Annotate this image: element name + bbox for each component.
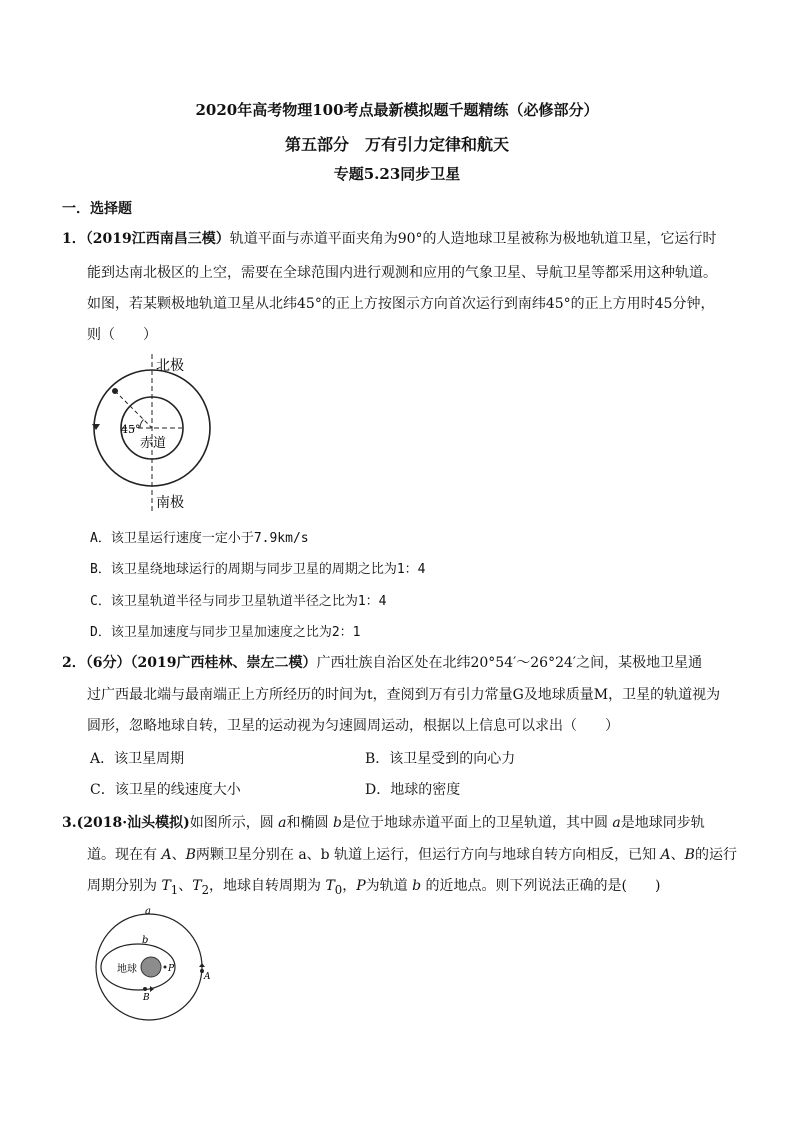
q3-line3 [87, 876, 660, 900]
q1-text-1: 轨道平面与赤道平面夹角为90°的人造地球卫星被称为极地轨道卫星，它运行时 [229, 231, 717, 247]
q3-text-1d: 是地球同步轨 [620, 815, 705, 831]
q3-t0: T [325, 878, 335, 894]
label-A: A [204, 972, 211, 982]
q3-text-1c: 是位于地球赤道平面上的卫星轨道，其中圆 [341, 815, 613, 831]
q2-option-d: D．地球的密度 [365, 782, 461, 798]
earth-label: 地球 [117, 964, 137, 975]
north-pole-label: 北极 [156, 358, 184, 374]
direction-arrow-icon [92, 424, 100, 430]
q1-option-c: C．该卫星轨道半径与同步卫星轨道半径之比为1：4 [90, 594, 387, 609]
q3-text-3a: 周期分别为 [87, 878, 162, 894]
label-B: B [143, 993, 150, 1003]
q3-source: (2018·汕头模拟) [76, 815, 190, 831]
label-b: b [142, 935, 149, 946]
q3-orbit-b-3: b [412, 878, 422, 894]
q1-option-a: A．该卫星运行速度一定小于7.9km/s [90, 531, 309, 546]
q1-option-b: B．该卫星绕地球运行的周期与同步卫星的周期之比为1：4 [90, 562, 426, 577]
q3-sep: 、 [171, 847, 186, 863]
q3-t1-sub: 1 [170, 882, 179, 897]
angle-arc [140, 420, 144, 429]
q2-number: 2． [62, 655, 86, 671]
q1-polar-orbit-figure [86, 352, 226, 520]
q1-line2: 能到达南北极区的上空，需要在全球范围内进行观测和应用的气象卫星、导航卫星等都采用这种轨道。 [87, 265, 717, 281]
q3-t1: T [161, 878, 171, 894]
perigee-dot [164, 966, 167, 969]
q3-text-2a: 道。现在有 [87, 847, 162, 863]
q3-sat-b-2: B [684, 847, 695, 863]
q3-text-1b: 和椭圆 [286, 815, 333, 831]
topic-title: 专题5.23同步卫星 [333, 165, 461, 183]
q3-text-2b: 两颗卫星分别在 a、b 轨道上运行，但运行方向与地球自转方向相反，已知 [195, 847, 661, 863]
q3-orbit-a: a [278, 815, 287, 831]
satellite-a-arrow-icon [199, 963, 205, 967]
part-title: 第五部分 万有引力定律和航天 [284, 135, 509, 154]
q1-line3: 如图，若某颗极地轨道卫星从北纬45°的正上方按图示方向首次运行到南纬45°的正上方用时45分钟， [87, 296, 715, 312]
q1-line1 [62, 229, 717, 249]
q3-orbit-b: b [332, 815, 342, 831]
satellite-b-arrow-icon [150, 986, 154, 992]
q1-option-d: D．该卫星加速度与同步卫星加速度之比为2：1 [90, 625, 361, 640]
q2-source: （6分）（2019广西桂林、崇左二模） [85, 655, 317, 671]
q3-sat-a: A [161, 847, 172, 863]
q2-option-b: B．该卫星受到的向心力 [365, 751, 516, 767]
q3-text-3d: 为轨道 [365, 878, 413, 894]
q2-text-1: 广西壮族自治区处在北纬20°54′～26°24′之间，某极地卫星通 [316, 655, 703, 671]
q3-text-3c: ， [342, 878, 357, 894]
angle-label: 45° [121, 423, 141, 436]
q3-number: 3. [62, 815, 77, 831]
q2-line1 [62, 653, 702, 673]
label-a: a [145, 906, 151, 917]
q1-number: 1． [62, 231, 86, 247]
q3-orbit-a-2: a [612, 815, 621, 831]
q3-text-1a: 如图所示，圆 [189, 815, 279, 831]
south-pole-label: 南极 [156, 495, 184, 511]
q3-t2-sub: 2 [201, 882, 209, 897]
q3-sep-2: 、 [670, 847, 685, 863]
label-p: P [168, 964, 175, 974]
q3-text-3b: ，地球自转周期为 [208, 878, 326, 894]
q2-option-a: A．该卫星周期 [90, 751, 185, 767]
section-heading: 一．选择题 [62, 201, 132, 217]
q2-option-c: C．该卫星的线速度大小 [90, 782, 241, 798]
q3-text-3f: 的近地点。则下列说法正确的是( ) [421, 878, 661, 894]
equator-label: 赤道 [140, 436, 167, 451]
q1-source: （2019江西南昌三模） [85, 231, 230, 247]
q3-point-p: P [356, 878, 366, 894]
q3-t0-sub: 0 [334, 882, 343, 897]
q3-line1 [62, 813, 705, 833]
q3-line2 [87, 845, 737, 865]
q1-line4: 则（ ） [87, 327, 157, 343]
q3-sat-b: B [185, 847, 196, 863]
satellite-dot [112, 388, 118, 394]
q3-sat-a-2: A [660, 847, 671, 863]
q2-line3: 圆形，忽略地球自转，卫星的运动视为匀速圆周运动，根据以上信息可以求出（ ） [87, 718, 619, 734]
q3-t2: T [192, 878, 202, 894]
q3-orbit-figure [92, 905, 222, 1029]
q3-comma: 、 [178, 878, 193, 894]
q2-line2: 过广西最北端与最南端正上方所经历的时间为t，查阅到万有引力常量G及地球质量M，卫星的轨道视为 [87, 687, 721, 703]
satellite-b-dot [143, 987, 147, 991]
document-title: 2020年高考物理100考点最新模拟题千题精练（必修部分） [195, 101, 599, 119]
earth-disc [141, 957, 161, 977]
q3-text-2c: 的运行 [694, 847, 737, 863]
